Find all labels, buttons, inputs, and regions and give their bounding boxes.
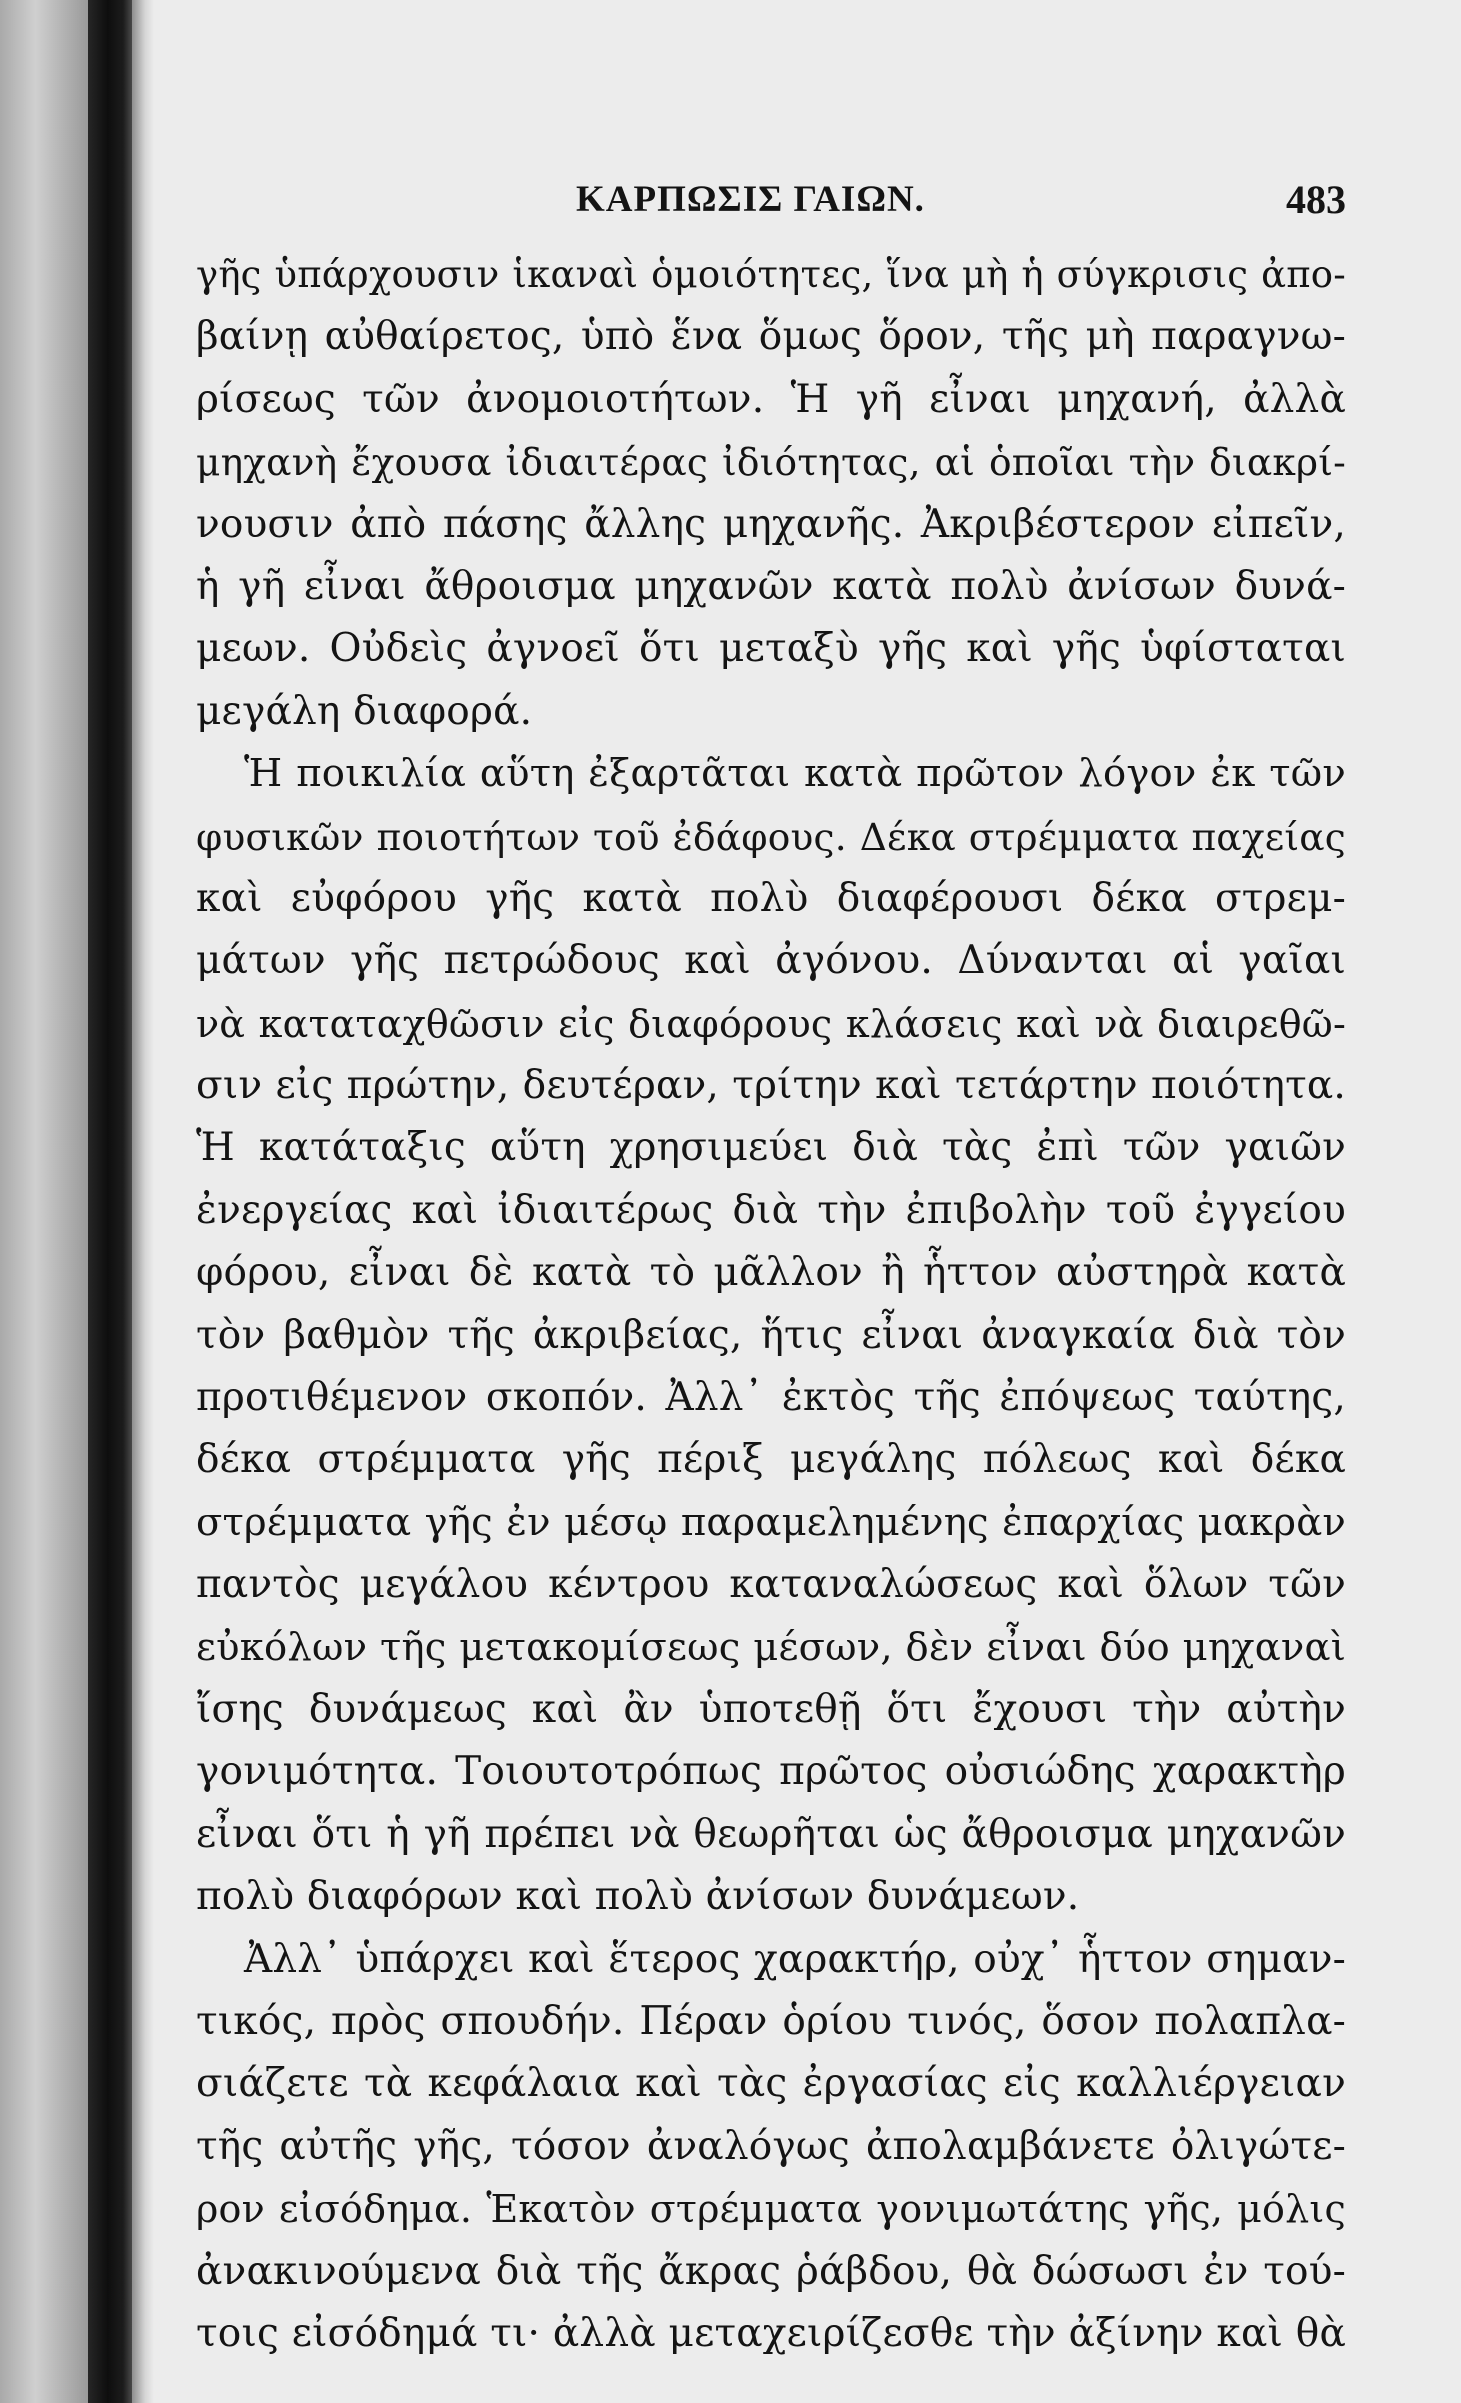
text-line: ἴσης δυνάμεως καὶ ἂν ὑποτεθῇ ὅτι ἔχουσι τὴν αὐτὴν bbox=[196, 1686, 1346, 1732]
text-line: γονιμότητα. Τοιουτοτρόπως πρῶτος οὐσιώδης χαρακτὴρ bbox=[196, 1749, 1346, 1795]
text-line: τοις εἰσόδημά τι· ἀλλὰ μεταχειρίζεσθε τὴν ἀξίνην καὶ θὰ bbox=[196, 2310, 1346, 2356]
paragraph-3 bbox=[196, 1929, 1346, 2366]
text-line: σιν εἰς πρώτην, δευτέραν, τρίτην καὶ τετάρτην ποιότητα. bbox=[196, 1063, 1346, 1109]
paragraph-1 bbox=[196, 244, 1346, 743]
text-line: καὶ εὐφόρου γῆς κατὰ πολὺ διαφέρουσι δέκα στρεμ- bbox=[196, 875, 1346, 921]
book-spine-gutter bbox=[88, 0, 132, 2403]
text-line: ἡ γῆ εἶναι ἄθροισμα μηχανῶν κατὰ πολὺ ἀνίσων δυνά- bbox=[196, 563, 1346, 609]
text-line: ρίσεως τῶν ἀνομοιοτήτων. Ἡ γῆ εἶναι μηχανή, ἀλλὰ bbox=[196, 376, 1346, 422]
text-line: Ἡ κατάταξις αὕτη χρησιμεύει διὰ τὰς ἐπὶ τῶν γαιῶν bbox=[196, 1125, 1346, 1171]
text-line: εἶναι ὅτι ἡ γῆ πρέπει νὰ θεωρῆται ὡς ἄθροισμα μηχανῶν bbox=[196, 1811, 1346, 1857]
running-title: ΚΑΡΠΩΣΙΣ ΓΑΙΩΝ. bbox=[576, 179, 925, 220]
text-line: τὸν βαθμὸν τῆς ἀκριβείας, ἥτις εἶναι ἀναγκαία διὰ τὸν bbox=[196, 1312, 1346, 1358]
text-line: φόρου, εἶναι δὲ κατὰ τὸ μᾶλλον ἢ ἧττον αὐστηρὰ κατὰ bbox=[196, 1250, 1346, 1296]
text-line: στρέμματα γῆς ἐν μέσῳ παραμελημένης ἐπαρχίας μακρὰν bbox=[196, 1499, 1346, 1545]
text-line: τικός, πρὸς σπουδήν. Πέραν ὁρίου τινός, ὅσον πολαπλα- bbox=[196, 1998, 1346, 2044]
text-line: προτιθέμενον σκοπόν. Ἀλλ᾿ ἐκτὸς τῆς ἐπόψεως ταύτης, bbox=[196, 1375, 1346, 1421]
book-page bbox=[196, 178, 1346, 2365]
text-line: μάτων γῆς πετρώδους καὶ ἀγόνου. Δύνανται αἱ γαῖαι bbox=[196, 938, 1346, 984]
text-line: ἐνεργείας καὶ ἰδιαιτέρως διὰ τὴν ἐπιβολὴν τοῦ ἐγγείου bbox=[196, 1187, 1346, 1233]
text-line: νουσιν ἀπὸ πάσης ἄλλης μηχανῆς. Ἀκριβέστερον εἰπεῖν, bbox=[196, 501, 1346, 547]
text-line: τῆς αὐτῆς γῆς, τόσον ἀναλόγως ἀπολαμβάνετε ὀλιγώτε- bbox=[196, 2123, 1346, 2169]
paragraph-2 bbox=[196, 743, 1346, 1928]
text-line: μεγάλη διαφορά. bbox=[196, 688, 533, 734]
running-head bbox=[196, 178, 1346, 244]
text-line: μεων. Οὐδεὶς ἀγνοεῖ ὅτι μεταξὺ γῆς καὶ γῆς ὑφίσταται bbox=[196, 626, 1346, 672]
text-line: μηχανὴ ἔχουσα ἰδιαιτέρας ἰδιότητας, αἱ ὁποῖαι τὴν διακρί- bbox=[196, 440, 1346, 485]
text-line: πολὺ διαφόρων καὶ πολὺ ἀνίσων δυνάμεων. bbox=[196, 1874, 1080, 1920]
text-line: ρον εἰσόδημα. Ἑκατὸν στρέμματα γονιμωτάτης γῆς, μόλις bbox=[196, 2187, 1346, 2232]
text-line: παντὸς μεγάλου κέντρου καταναλώσεως καὶ ὅλων τῶν bbox=[196, 1562, 1346, 1608]
text-line: εὐκόλων τῆς μετακομίσεως μέσων, δὲν εἶναι δύο μηχαναὶ bbox=[196, 1624, 1346, 1670]
text-line: νὰ καταταχθῶσιν εἰς διαφόρους κλάσεις καὶ νὰ διαιρεθῶ- bbox=[196, 1001, 1346, 1046]
text-line: Ἀλλ᾿ ὑπάρχει καὶ ἕτερος χαρακτήρ, οὐχ᾿ ἧττον σημαν- bbox=[244, 1936, 1346, 1982]
text-line: φυσικῶν ποιοτήτων τοῦ ἐδάφους. Δέκα στρέμματα παχείας bbox=[196, 814, 1346, 859]
page-number: 483 bbox=[1286, 177, 1346, 222]
text-line: γῆς ὑπάρχουσιν ἱκαναὶ ὁμοιότητες, ἵνα μὴ ἡ σύγκρισις ἀπο- bbox=[196, 253, 1346, 296]
left-margin-shadow bbox=[0, 0, 88, 2403]
text-line: βαίνῃ αὐθαίρετος, ὑπὸ ἕνα ὅμως ὅρον, τῆς μὴ παραγνω- bbox=[196, 314, 1346, 360]
spine-edge-fade bbox=[132, 0, 154, 2403]
text-line: δέκα στρέμματα γῆς πέριξ μεγάλης πόλεως καὶ δέκα bbox=[196, 1437, 1346, 1483]
text-line: Ἡ ποικιλία αὕτη ἐξαρτᾶται κατὰ πρῶτον λόγον ἐκ τῶν bbox=[244, 751, 1346, 797]
text-line: ἀνακινούμενα διὰ τῆς ἄκρας ῥάβδου, θὰ δώσωσι ἐν τού- bbox=[196, 2248, 1346, 2294]
text-line: σιάζετε τὰ κεφάλαια καὶ τὰς ἐργασίας εἰς καλλιέργειαν bbox=[196, 2061, 1346, 2107]
